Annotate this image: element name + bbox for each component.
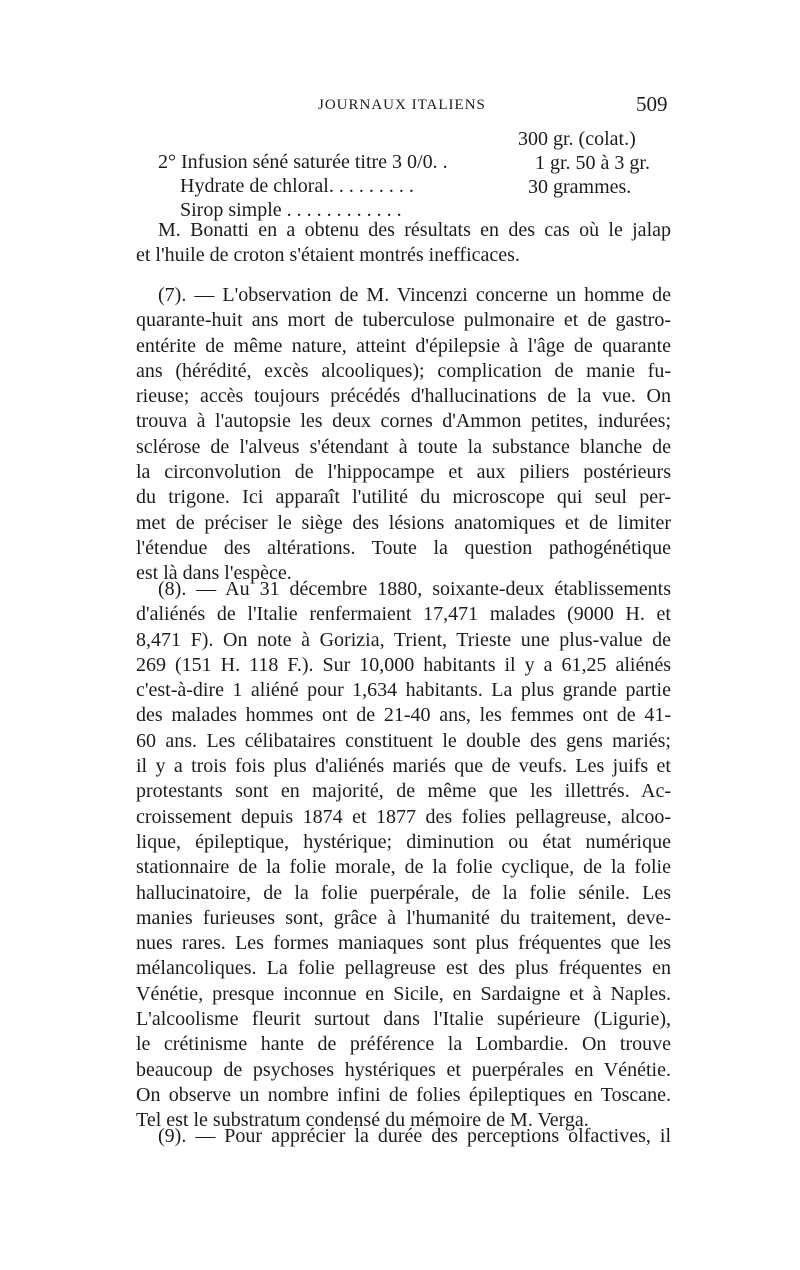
running-header: JOURNAUX ITALIENS [318,97,486,113]
text-line: 269 (151 H. 118 F.). Sur 10,000 habitants il y a 61,25 aliénés [136,653,671,676]
text-line: sclérose de l'alveus s'étendant à toute la substance blanche de [136,435,671,458]
text-line: (9). — Pour apprécier la durée des perceptions olfactives, il [158,1125,671,1147]
text-line: (7). — L'observation de M. Vincenzi concerne un homme de [158,284,671,306]
text-line: On observe un nombre infini de folies épileptiques en Toscane. [136,1083,671,1106]
text-line: est là dans l'espèce. [136,562,292,585]
paragraph-8 [136,577,671,1134]
text-line: et l'huile de croton s'étaient montrés inefficaces. [136,244,520,267]
recipe-item: Sirop simple . . . . . . . . . . . . [180,199,402,221]
text-line: beaucoup de psychoses hystériques et puerpérales en Vénétie. [136,1058,671,1081]
text-line: trouva à l'autopsie les deux cornes d'Ammon petites, indurées; [136,410,671,433]
text-line: du trigone. Ici apparaît l'utilité du microscope qui seul per- [136,486,671,509]
text-line: M. Bonatti en a obtenu des résultats en des cas où le jalap [158,219,671,241]
text-line: rieuse; accès toujours précédés d'hallucinations de la vue. On [136,385,671,408]
text-line: L'alcoolisme fleurit surtout dans l'Italie supérieure (Ligurie), [136,1008,671,1031]
text-line: stationnaire de la folie morale, de la folie cyclique, de la folie [136,856,671,879]
text-line: protestants sont en majorité, de même que les illettrés. Ac- [136,780,671,803]
text-line: des malades hommes ont de 21-40 ans, les femmes ont de 41- [136,704,671,727]
text-line: c'est-à-dire 1 aliéné pour 1,634 habitants. La plus grande partie [136,679,671,702]
text-line: 60 ans. Les célibataires constituent le double des gens mariés; [136,729,671,752]
text-line: le crétinisme hante de préférence la Lombardie. On trouve [136,1033,671,1056]
text-line: Tel est le substratum condensé du mémoire de M. Verga. [136,1109,589,1132]
text-line: quarante-huit ans mort de tuberculose pulmonaire et de gastro- [136,309,671,332]
text-line: entérite de même nature, atteint d'épilepsie à l'âge de quarante [136,334,671,357]
recipe-item: Hydrate de chloral. . . . . . . . . [180,175,414,197]
text-line: manies furieuses sont, grâce à l'humanité du traitement, deve- [136,906,671,929]
recipe-qty: 300 gr. (colat.) [518,128,636,150]
text-line: l'étendue des altérations. Toute la question pathogénétique [136,536,671,559]
paragraph-bonatti [136,218,671,269]
text-line: mélancoliques. La folie pellagreuse est des plus fréquentes en [136,957,671,980]
text-line: lique, épileptique, hystérique; diminution ou état numérique [136,830,671,853]
text-line: Vénétie, presque inconnue en Sicile, en Sardaigne et à Naples. [136,982,671,1005]
text-line: croissement depuis 1874 et 1877 des folies pellagreuse, alcoo- [136,805,671,828]
text-line: 8,471 F). On note à Gorizia, Trient, Trieste une plus-value de [136,628,671,651]
text-line: (8). — Au 31 décembre 1880, soixante-deux établissements [158,578,671,600]
text-line: hallucinatoire, de la folie puerpérale, de la folie sénile. Les [136,881,671,904]
text-line: il y a trois fois plus d'aliénés mariés que de veufs. Les juifs et [136,755,671,778]
recipe-qty: 1 gr. 50 à 3 gr. [535,152,650,174]
recipe-item: 2° Infusion séné saturée titre 3 0/0. . [158,151,448,173]
text-line: d'aliénés de l'Italie renfermaient 17,471 malades (9000 H. et [136,603,671,626]
recipe-qty: 30 grammes. [528,176,632,198]
paragraph-7 [136,283,671,587]
text-line: ans (hérédité, excès alcooliques); complication de manie fu- [136,359,671,382]
text-line: la circonvolution de l'hippocampe et aux piliers postérieurs [136,461,671,484]
text-line: met de préciser le siège des lésions anatomiques et de limiter [136,511,671,534]
page-number: 509 [636,92,668,116]
text-line: nues rares. Les formes maniaques sont plus fréquentes que les [136,932,671,955]
paragraph-9 [136,1124,671,1149]
